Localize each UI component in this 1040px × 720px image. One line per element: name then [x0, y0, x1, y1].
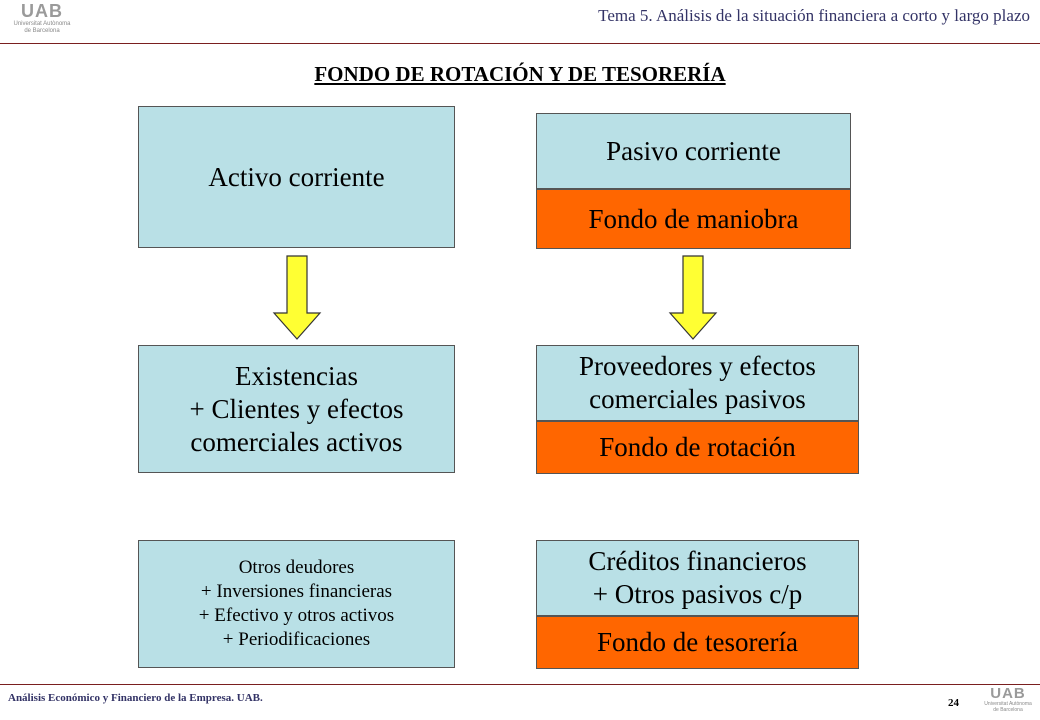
bottom-divider — [0, 684, 1040, 685]
otros-deudores-line-1: Otros deudores — [238, 557, 355, 578]
otros-deudores-line-2: + Inversiones financieras — [200, 581, 393, 602]
logo-mark: UAB — [21, 1, 63, 21]
fondo-maniobra-box — [536, 189, 851, 249]
proveedores-line-2: comerciales pasivos — [589, 384, 806, 414]
existencias-line-3: comerciales activos — [190, 426, 403, 457]
pasivo-corriente-label: Pasivo corriente — [606, 135, 781, 166]
down-arrow-left-icon — [272, 255, 322, 341]
header-title: Tema 5. Análisis de la situación financiera a corto y largo plazo — [598, 6, 1030, 25]
fondo-rotacion-label: Fondo de rotación — [599, 432, 796, 462]
creditos-line-2: + Otros pasivos c/p — [592, 579, 803, 609]
logo-sub-line1: Universitat Autònoma — [13, 21, 71, 27]
activo-corriente-label: Activo corriente — [208, 161, 385, 192]
otros-deudores-line-4: + Periodificaciones — [222, 629, 371, 650]
page-number: 24 — [948, 697, 959, 709]
uab-logo-top — [6, 1, 78, 35]
existencias-line-1: Existencias — [235, 360, 358, 391]
proveedores-box — [536, 345, 859, 421]
top-divider — [0, 43, 1040, 44]
fondo-rotacion-box — [536, 421, 859, 474]
fondo-tesoreria-box — [536, 616, 859, 669]
slide-title: FONDO DE ROTACIÓN Y DE TESORERÍA — [314, 62, 726, 86]
creditos-line-1: Créditos financieros — [588, 546, 807, 576]
pasivo-corriente-box — [536, 113, 851, 189]
uab-logo-bottom — [980, 686, 1036, 713]
logo-mark: UAB — [990, 685, 1026, 702]
fondo-tesoreria-label: Fondo de tesorería — [597, 627, 798, 657]
logo-sub-line1: Universitat Autònoma — [984, 701, 1032, 707]
creditos-financieros-box — [536, 540, 859, 616]
logo-sub-line2: de Barcelona — [993, 707, 1023, 713]
down-arrow-right-icon — [668, 255, 718, 341]
otros-deudores-box — [138, 540, 455, 668]
activo-corriente-box — [138, 106, 455, 248]
fondo-maniobra-label: Fondo de maniobra — [588, 203, 799, 234]
existencias-box — [138, 345, 455, 473]
otros-deudores-line-3: + Efectivo y otros activos — [198, 605, 395, 626]
proveedores-line-1: Proveedores y efectos — [579, 351, 816, 381]
footer-text: Análisis Económico y Financiero de la Empresa. UAB. — [8, 692, 263, 704]
logo-sub-line2: de Barcelona — [24, 28, 60, 34]
existencias-line-2: + Clientes y efectos — [189, 393, 404, 424]
